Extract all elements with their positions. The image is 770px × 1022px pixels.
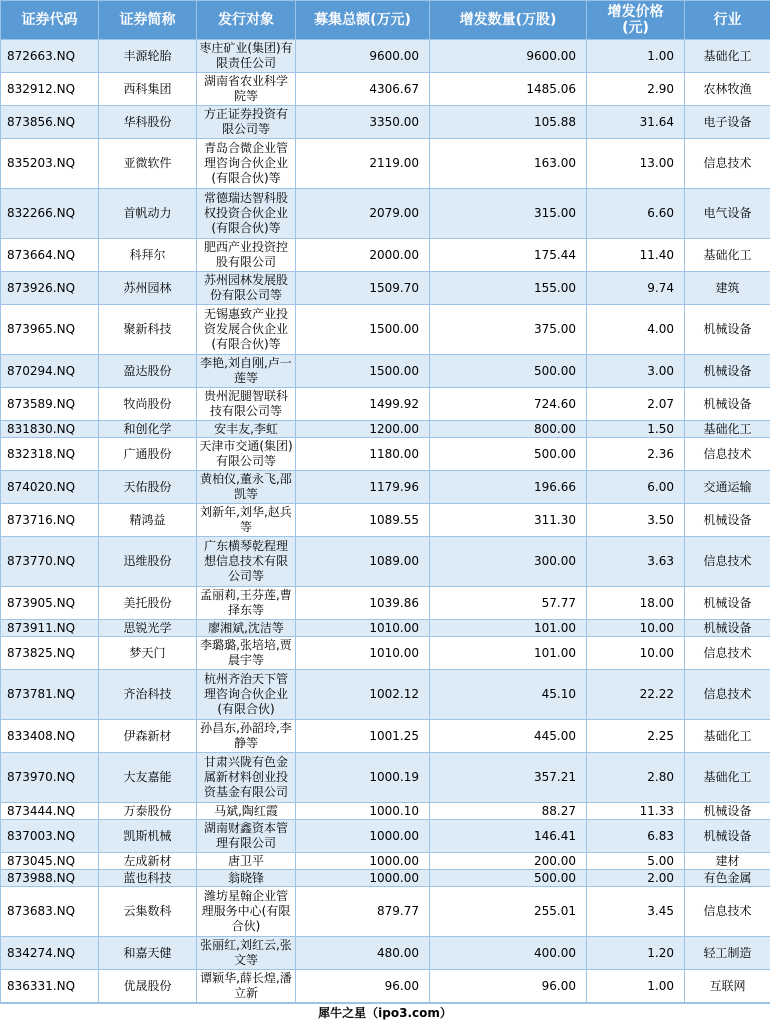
- cell-name: 凯斯机械: [99, 820, 197, 853]
- cell-target: 潍坊星翰企业管理服务中心(有限合伙): [197, 887, 296, 937]
- cell-industry: 机械设备: [685, 504, 770, 537]
- cell-name: 亚微软件: [99, 139, 197, 189]
- cell-code: 873965.NQ: [1, 305, 99, 355]
- cell-industry: 基础化工: [685, 239, 770, 272]
- cell-quantity: 445.00: [430, 720, 587, 753]
- cell-industry: 交通运输: [685, 471, 770, 504]
- table-row: [1, 106, 770, 139]
- cell-target: 湖南财鑫资本管理有限公司: [197, 820, 296, 853]
- cell-price: 2.07: [587, 388, 685, 421]
- cell-name: 和创化学: [99, 421, 197, 438]
- cell-price: 5.00: [587, 853, 685, 870]
- cell-amount: 879.77: [296, 887, 430, 937]
- cell-code: 832912.NQ: [1, 73, 99, 106]
- cell-industry: 机械设备: [685, 305, 770, 355]
- header-price: 增发价格 (元): [587, 1, 685, 40]
- cell-code: 873781.NQ: [1, 670, 99, 720]
- header-amount: 募集总额(万元): [296, 1, 430, 40]
- cell-amount: 1200.00: [296, 421, 430, 438]
- cell-industry: 信息技术: [685, 537, 770, 587]
- cell-quantity: 9600.00: [430, 40, 587, 73]
- cell-name: 和嘉天健: [99, 937, 197, 970]
- cell-price: 1.50: [587, 421, 685, 438]
- cell-amount: 480.00: [296, 937, 430, 970]
- table-row: [1, 73, 770, 106]
- cell-name: 左成新材: [99, 853, 197, 870]
- cell-price: 6.83: [587, 820, 685, 853]
- cell-quantity: 105.88: [430, 106, 587, 139]
- cell-target: 张丽红,刘红云,张文等: [197, 937, 296, 970]
- cell-industry: 有色金属: [685, 870, 770, 887]
- cell-price: 1.00: [587, 970, 685, 1003]
- cell-quantity: 315.00: [430, 189, 587, 239]
- cell-name: 蓝也科技: [99, 870, 197, 887]
- cell-target: 翁晓锋: [197, 870, 296, 887]
- cell-amount: 2079.00: [296, 189, 430, 239]
- cell-name: 美托股份: [99, 587, 197, 620]
- cell-amount: 1039.86: [296, 587, 430, 620]
- cell-industry: 机械设备: [685, 388, 770, 421]
- cell-target: 杭州齐治天下管理咨询合伙企业(有限合伙): [197, 670, 296, 720]
- cell-quantity: 88.27: [430, 803, 587, 820]
- cell-industry: 基础化工: [685, 720, 770, 753]
- cell-code: 835203.NQ: [1, 139, 99, 189]
- cell-quantity: 146.41: [430, 820, 587, 853]
- cell-quantity: 196.66: [430, 471, 587, 504]
- cell-code: 832318.NQ: [1, 438, 99, 471]
- cell-industry: 信息技术: [685, 887, 770, 937]
- cell-price: 18.00: [587, 587, 685, 620]
- cell-code: 873683.NQ: [1, 887, 99, 937]
- cell-target: 无锡惠致产业投资发展合伙企业(有限合伙)等: [197, 305, 296, 355]
- cell-quantity: 375.00: [430, 305, 587, 355]
- cell-name: 大友嘉能: [99, 753, 197, 803]
- cell-quantity: 155.00: [430, 272, 587, 305]
- cell-price: 2.90: [587, 73, 685, 106]
- cell-target: 李艳,刘自刚,卢一莲等: [197, 355, 296, 388]
- table-row: [1, 421, 770, 438]
- cell-quantity: 200.00: [430, 853, 587, 870]
- cell-industry: 机械设备: [685, 587, 770, 620]
- cell-quantity: 45.10: [430, 670, 587, 720]
- cell-amount: 3350.00: [296, 106, 430, 139]
- cell-target: 常德瑞达智科股权投资合伙企业(有限合伙)等: [197, 189, 296, 239]
- cell-name: 思锐光学: [99, 620, 197, 637]
- cell-name: 精鸿益: [99, 504, 197, 537]
- cell-industry: 机械设备: [685, 620, 770, 637]
- cell-amount: 9600.00: [296, 40, 430, 73]
- cell-industry: 机械设备: [685, 803, 770, 820]
- cell-quantity: 357.21: [430, 753, 587, 803]
- cell-name: 丰源轮胎: [99, 40, 197, 73]
- cell-amount: 1179.96: [296, 471, 430, 504]
- cell-amount: 96.00: [296, 970, 430, 1003]
- cell-amount: 1010.00: [296, 620, 430, 637]
- cell-amount: 1509.70: [296, 272, 430, 305]
- cell-code: 872663.NQ: [1, 40, 99, 73]
- cell-code: 873911.NQ: [1, 620, 99, 637]
- cell-industry: 基础化工: [685, 40, 770, 73]
- table-row: [1, 853, 770, 870]
- cell-industry: 信息技术: [685, 438, 770, 471]
- cell-code: 873664.NQ: [1, 239, 99, 272]
- cell-quantity: 101.00: [430, 637, 587, 670]
- cell-target: 谭颖华,薛长煌,潘立新: [197, 970, 296, 1003]
- cell-target: 安丰友,李虹: [197, 421, 296, 438]
- cell-quantity: 311.30: [430, 504, 587, 537]
- table-row: [1, 870, 770, 887]
- cell-quantity: 800.00: [430, 421, 587, 438]
- cell-quantity: 255.01: [430, 887, 587, 937]
- cell-code: 873970.NQ: [1, 753, 99, 803]
- cell-price: 11.40: [587, 239, 685, 272]
- cell-price: 2.80: [587, 753, 685, 803]
- header-row: [1, 1, 770, 40]
- cell-quantity: 500.00: [430, 438, 587, 471]
- cell-amount: 1000.00: [296, 870, 430, 887]
- cell-price: 2.25: [587, 720, 685, 753]
- cell-quantity: 96.00: [430, 970, 587, 1003]
- cell-target: 肥西产业投资控股有限公司: [197, 239, 296, 272]
- cell-quantity: 163.00: [430, 139, 587, 189]
- cell-name: 万泰股份: [99, 803, 197, 820]
- cell-price: 3.50: [587, 504, 685, 537]
- cell-price: 2.00: [587, 870, 685, 887]
- table-row: [1, 239, 770, 272]
- header-target: 发行对象: [197, 1, 296, 40]
- table-row: [1, 887, 770, 937]
- cell-name: 梦天门: [99, 637, 197, 670]
- cell-target: 黄柏仪,董永飞,邵凯等: [197, 471, 296, 504]
- footer-watermark: 犀牛之星（ipo3.com）: [0, 1003, 770, 1022]
- cell-target: 廖湘斌,沈洁等: [197, 620, 296, 637]
- cell-quantity: 101.00: [430, 620, 587, 637]
- header-code: 证券代码: [1, 1, 99, 40]
- table-row: [1, 937, 770, 970]
- table-row: [1, 637, 770, 670]
- cell-name: 华科股份: [99, 106, 197, 139]
- table-row: [1, 587, 770, 620]
- cell-target: 方正证券投资有限公司等: [197, 106, 296, 139]
- table-row: [1, 305, 770, 355]
- cell-quantity: 500.00: [430, 870, 587, 887]
- cell-target: 湖南省农业科学院等: [197, 73, 296, 106]
- cell-code: 834274.NQ: [1, 937, 99, 970]
- cell-name: 天佑股份: [99, 471, 197, 504]
- cell-industry: 农林牧渔: [685, 73, 770, 106]
- table-row: [1, 537, 770, 587]
- header-industry: 行业: [685, 1, 770, 40]
- cell-price: 10.00: [587, 620, 685, 637]
- table-row: [1, 471, 770, 504]
- cell-name: 广通股份: [99, 438, 197, 471]
- cell-amount: 1002.12: [296, 670, 430, 720]
- cell-industry: 电子设备: [685, 106, 770, 139]
- cell-amount: 1500.00: [296, 305, 430, 355]
- cell-amount: 1000.19: [296, 753, 430, 803]
- table-row: [1, 803, 770, 820]
- cell-industry: 信息技术: [685, 637, 770, 670]
- cell-target: 天津市交通(集团)有限公司等: [197, 438, 296, 471]
- cell-name: 伊森新材: [99, 720, 197, 753]
- table-row: [1, 620, 770, 637]
- cell-industry: 信息技术: [685, 139, 770, 189]
- cell-code: 873045.NQ: [1, 853, 99, 870]
- cell-code: 873905.NQ: [1, 587, 99, 620]
- cell-amount: 1000.10: [296, 803, 430, 820]
- header-quantity: 增发数量(万股): [430, 1, 587, 40]
- cell-industry: 轻工制造: [685, 937, 770, 970]
- table-row: [1, 272, 770, 305]
- cell-target: 孟丽莉,王芬莲,曹择东等: [197, 587, 296, 620]
- cell-code: 873770.NQ: [1, 537, 99, 587]
- cell-target: 青岛合微企业管理咨询合伙企业(有限合伙)等: [197, 139, 296, 189]
- cell-price: 3.00: [587, 355, 685, 388]
- cell-amount: 1010.00: [296, 637, 430, 670]
- cell-code: 873926.NQ: [1, 272, 99, 305]
- cell-code: 874020.NQ: [1, 471, 99, 504]
- table-row: [1, 670, 770, 720]
- cell-target: 孙昌东,孙韶玲,李静等: [197, 720, 296, 753]
- table-row: [1, 504, 770, 537]
- table-row: [1, 189, 770, 239]
- cell-code: 873988.NQ: [1, 870, 99, 887]
- header-name: 证券简称: [99, 1, 197, 40]
- cell-price: 3.63: [587, 537, 685, 587]
- cell-amount: 1500.00: [296, 355, 430, 388]
- cell-quantity: 500.00: [430, 355, 587, 388]
- cell-amount: 1000.00: [296, 820, 430, 853]
- cell-quantity: 300.00: [430, 537, 587, 587]
- table-row: [1, 355, 770, 388]
- cell-name: 牧尚股份: [99, 388, 197, 421]
- cell-code: 873856.NQ: [1, 106, 99, 139]
- cell-amount: 4306.67: [296, 73, 430, 106]
- cell-price: 13.00: [587, 139, 685, 189]
- cell-quantity: 175.44: [430, 239, 587, 272]
- table-row: [1, 753, 770, 803]
- cell-target: 贵州泥腿智联科技有限公司等: [197, 388, 296, 421]
- cell-code: 836331.NQ: [1, 970, 99, 1003]
- cell-code: 870294.NQ: [1, 355, 99, 388]
- cell-code: 873444.NQ: [1, 803, 99, 820]
- cell-target: 枣庄矿业(集团)有限责任公司: [197, 40, 296, 73]
- cell-code: 831830.NQ: [1, 421, 99, 438]
- cell-price: 6.00: [587, 471, 685, 504]
- cell-price: 4.00: [587, 305, 685, 355]
- cell-industry: 建筑: [685, 272, 770, 305]
- cell-target: 马斌,陶红霞: [197, 803, 296, 820]
- cell-target: 广东横琴乾程理想信息技术有限公司等: [197, 537, 296, 587]
- table-row: [1, 970, 770, 1003]
- table-row: [1, 720, 770, 753]
- cell-price: 1.00: [587, 40, 685, 73]
- cell-name: 盈达股份: [99, 355, 197, 388]
- table-row: [1, 388, 770, 421]
- cell-name: 西科集团: [99, 73, 197, 106]
- cell-code: 873825.NQ: [1, 637, 99, 670]
- cell-name: 首帆动力: [99, 189, 197, 239]
- cell-price: 2.36: [587, 438, 685, 471]
- cell-target: 唐卫平: [197, 853, 296, 870]
- cell-amount: 1001.25: [296, 720, 430, 753]
- cell-price: 22.22: [587, 670, 685, 720]
- cell-target: 苏州园林发展股份有限公司等: [197, 272, 296, 305]
- cell-industry: 基础化工: [685, 753, 770, 803]
- cell-amount: 1089.55: [296, 504, 430, 537]
- cell-quantity: 724.60: [430, 388, 587, 421]
- cell-amount: 1499.92: [296, 388, 430, 421]
- cell-industry: 信息技术: [685, 670, 770, 720]
- cell-price: 9.74: [587, 272, 685, 305]
- cell-industry: 基础化工: [685, 421, 770, 438]
- cell-industry: 互联网: [685, 970, 770, 1003]
- cell-code: 873716.NQ: [1, 504, 99, 537]
- cell-industry: 机械设备: [685, 355, 770, 388]
- table-row: [1, 820, 770, 853]
- cell-quantity: 57.77: [430, 587, 587, 620]
- cell-name: 迅维股份: [99, 537, 197, 587]
- cell-name: 齐治科技: [99, 670, 197, 720]
- cell-industry: 电气设备: [685, 189, 770, 239]
- table-row: [1, 40, 770, 73]
- cell-price: 10.00: [587, 637, 685, 670]
- cell-price: 11.33: [587, 803, 685, 820]
- cell-industry: 建材: [685, 853, 770, 870]
- cell-industry: 机械设备: [685, 820, 770, 853]
- cell-code: 833408.NQ: [1, 720, 99, 753]
- cell-price: 1.20: [587, 937, 685, 970]
- cell-amount: 1089.00: [296, 537, 430, 587]
- cell-name: 聚新科技: [99, 305, 197, 355]
- cell-code: 873589.NQ: [1, 388, 99, 421]
- cell-target: 刘新年,刘华,赵兵等: [197, 504, 296, 537]
- cell-price: 31.64: [587, 106, 685, 139]
- cell-name: 优晟股份: [99, 970, 197, 1003]
- cell-target: 李璐璐,张培培,贾晨宇等: [197, 637, 296, 670]
- cell-name: 云集数科: [99, 887, 197, 937]
- cell-amount: 2119.00: [296, 139, 430, 189]
- cell-name: 苏州园林: [99, 272, 197, 305]
- cell-amount: 2000.00: [296, 239, 430, 272]
- cell-amount: 1000.00: [296, 853, 430, 870]
- cell-target: 甘肃兴陇有色金属新材料创业投资基金有限公司: [197, 753, 296, 803]
- cell-amount: 1180.00: [296, 438, 430, 471]
- cell-price: 3.45: [587, 887, 685, 937]
- cell-code: 837003.NQ: [1, 820, 99, 853]
- cell-price: 6.60: [587, 189, 685, 239]
- table-row: [1, 438, 770, 471]
- table-row: [1, 139, 770, 189]
- cell-name: 科拜尔: [99, 239, 197, 272]
- cell-quantity: 1485.06: [430, 73, 587, 106]
- cell-code: 832266.NQ: [1, 189, 99, 239]
- cell-quantity: 400.00: [430, 937, 587, 970]
